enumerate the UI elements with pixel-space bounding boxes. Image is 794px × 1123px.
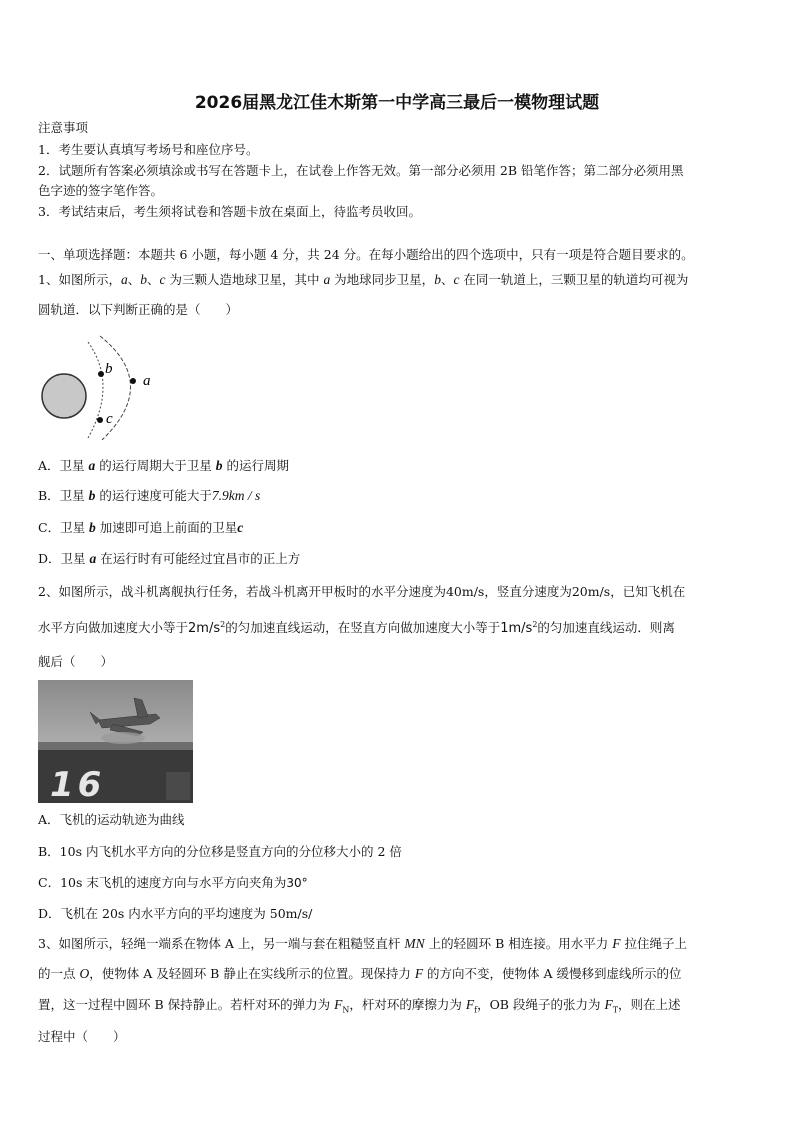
label-c: c (106, 411, 113, 427)
page-title: 2026届黑龙江佳木斯第一中学高三最后一模物理试题 (194, 93, 600, 113)
q1-stem-line1: 1、如图所示，a、b、c 为三颗人造地球卫星，其中 a 为地球同步卫星，b、c 在同一轨道上，三颗卫星的轨道均可视为 (38, 272, 689, 287)
deck-number: 16 (50, 765, 106, 803)
q3-stem-line2: 的一点 O，使物体 A 及轻圆环 B 静止在实线所示的位置。现保持力 F 的方向不变，使物体 A 缓慢移到虚线所示的位 (38, 966, 682, 981)
q1-option-d: D．卫星 a 在运行时有可能经过宜昌市的正上方 (38, 551, 301, 566)
q1-option-b: B．卫星 b 的运行速度可能大于7.9km / s (38, 488, 261, 503)
notice-item-2b: 色字迹的签字笔作答。 (38, 183, 164, 198)
q2-option-c: C．10s 末飞机的速度方向与水平方向夹角为30° (38, 875, 308, 890)
q2-option-a: A．飞机的运动轨迹为曲线 (38, 812, 185, 827)
q1-stem-line2: 圆轨道．以下判断正确的是（ ） (38, 302, 239, 317)
satellite-b (98, 371, 104, 377)
q3-stem-line3: 置，这一过程中圆环 B 保持静止。若杆对环的弹力为 $F_N$，杆对环的摩擦力为 $F_f$，OB 段绳子的张力为 $F_T$，则在上述 (38, 997, 681, 1015)
orbit-bc (88, 342, 103, 438)
notice-item-3: 3．考试结束后，考生须将试卷和答题卡放在桌面上，待监考员收回。 (38, 204, 421, 219)
q1-option-a: A．卫星 a 的运行周期大于卫星 b 的运行周期 (38, 458, 289, 473)
orbit-a (100, 336, 131, 440)
notice-heading: 注意事项 (38, 120, 89, 135)
earth-circle (42, 374, 86, 418)
q2-stem-line3: 舰后（ ） (38, 654, 114, 669)
notice-item-1: 1．考生要认真填写考场号和座位序号。 (38, 142, 259, 157)
q2-jet-photo (38, 680, 193, 803)
section-heading: 一、单项选择题：本题共 6 小题，每小题 4 分，共 24 分。在每小题给出的四个选项中，只有一项是符合题目要求的。 (38, 247, 694, 262)
satellite-a (130, 378, 136, 384)
q3-stem-line4: 过程中（ ） (38, 1029, 126, 1044)
q2-stem-line1: 2、如图所示，战斗机离舰执行任务，若战斗机离开甲板时的水平分速度为40m/s，竖直分速度为20m/s，已知飞机在 (38, 584, 686, 599)
q2-stem-line2: 水平方向做加速度大小等于$2m/s^2$的匀加速直线运动，在竖直方向做加速度大小等于$1m/s^2$的匀加速直线运动．则离 (38, 619, 675, 636)
q2-option-b: B．10s 内飞机水平方向的分位移是竖直方向的分位移大小的 2 倍 (38, 844, 402, 859)
notice-item-2a: 2．试题所有答案必须填涂或书写在答题卡上，在试卷上作答无效。第一部分必须用 2B 铅笔作答；第二部分必须用黑 (38, 163, 684, 178)
q1-orbit-figure (38, 334, 168, 440)
q2-option-d: D．飞机在 20s 内水平方向的平均速度为 50m/s/ (38, 906, 313, 921)
label-b: b (105, 361, 113, 377)
q1-option-c: C．卫星 b 加速即可追上前面的卫星c (38, 520, 244, 535)
satellite-c (97, 417, 103, 423)
label-a: a (143, 373, 151, 389)
q3-stem-line1: 3、如图所示，轻绳一端系在物体 A 上，另一端与套在粗糙竖直杆 MN 上的轻圆环 B 相连接。用水平力 F 拉住绳子上 (38, 936, 687, 951)
